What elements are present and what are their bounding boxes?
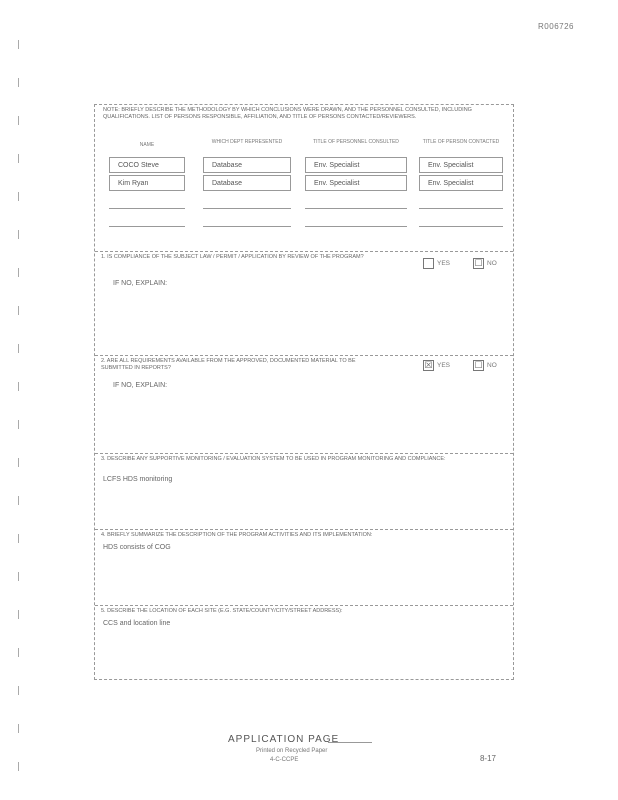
table-cell [203, 211, 291, 227]
table-cell: COCO Steve [109, 157, 185, 173]
table-cell [203, 193, 291, 209]
column-header-dept: WHICH DEPT REPRESENTED [211, 139, 283, 145]
question-4-text: 4. BRIEFLY SUMMARIZE THE DESCRIPTION OF THE PROGRAM ACTIVITIES AND ITS IMPLEMENTATION: [101, 532, 373, 538]
column-header-name: NAME [139, 142, 155, 148]
table-cell: Env. Specialist [419, 175, 503, 191]
question-4-section [95, 529, 513, 604]
column-header-title-consulted: TITLE OF PERSONNEL CONSULTED [313, 139, 399, 145]
table-cell: Database [203, 175, 291, 191]
q2-no-label: NO [487, 362, 497, 369]
table-cell: Database [203, 157, 291, 173]
q2-explain-label: IF NO, EXPLAIN: [113, 382, 168, 389]
question-5-text: 5. DESCRIBE THE LOCATION OF EACH SITE (E.G. STATE/COUNTY/CITY/STREET ADDRESS): [101, 608, 343, 614]
q1-yes-label: YES [437, 260, 451, 267]
question-2-text: 2. ARE ALL REQUIREMENTS AVAILABLE FROM THE APPROVED, DOCUMENTED MATERIAL TO BE SUBMITTED IN REPORTS? [101, 358, 356, 371]
q5-answer: CCS and location line [103, 620, 171, 627]
table-cell: Env. Specialist [305, 157, 407, 173]
table-cell: Env. Specialist [305, 175, 407, 191]
question-5-section [95, 605, 513, 680]
application-form [94, 104, 514, 680]
q4-answer: HDS consists of COG [103, 544, 171, 551]
document-reference: R006726 [538, 22, 574, 31]
q2-no-checkbox[interactable]: ☐ [474, 360, 483, 370]
footer-line-2: 4-C-CCPE [270, 757, 299, 763]
question-1-text: 1. IS COMPLIANCE OF THE SUBJECT LAW / PERMIT / APPLICATION BY REVIEW OF THE PROGRAM? [101, 254, 364, 260]
q2-yes-label: YES [437, 362, 451, 369]
binder-holes [10, 20, 30, 780]
q1-yes-checkbox[interactable] [423, 258, 434, 269]
table-cell [109, 211, 185, 227]
personnel-section [95, 105, 513, 247]
table-cell [305, 193, 407, 209]
table-cell [109, 193, 185, 209]
footer-title: APPLICATION PAGE [228, 734, 340, 745]
q1-no-label: NO [487, 260, 497, 267]
footer-line-1: Printed on Recycled Paper [256, 748, 328, 754]
question-2-section [95, 355, 513, 450]
question-3-section [95, 453, 513, 528]
table-cell: Env. Specialist [419, 157, 503, 173]
q1-explain-label: IF NO, EXPLAIN: [113, 280, 168, 287]
personnel-question: NOTE: BRIEFLY DESCRIBE THE METHODOLOGY BY WHICH CONCLUSIONS WERE DRAWN, AND THE PERSONNEL CONSULTED, INCLUDING QUALIFICATIONS. LIST OF PERSONS RESPONSIBLE, AFFILIATION, AND TITLE OF PERSONS CONTACTED/REVIEWERS. [103, 107, 472, 120]
column-header-title-contacted: TITLE OF PERSON CONTACTED [422, 139, 500, 145]
q1-no-checkbox[interactable]: ☐ [474, 258, 483, 268]
question-3-text: 3. DESCRIBE ANY SUPPORTIVE MONITORING / EVALUATION SYSTEM TO BE USED IN PROGRAM MONITORING AND COMPLIANCE: [101, 456, 446, 462]
table-cell [419, 211, 503, 227]
table-cell: Kim Ryan [109, 175, 185, 191]
page-number: 8-17 [479, 754, 496, 763]
question-1-section [95, 251, 513, 352]
table-cell [305, 211, 407, 227]
table-cell [419, 193, 503, 209]
q2-yes-checkbox[interactable]: ☒ [424, 360, 433, 370]
q3-answer: LCFS HDS monitoring [103, 476, 173, 483]
